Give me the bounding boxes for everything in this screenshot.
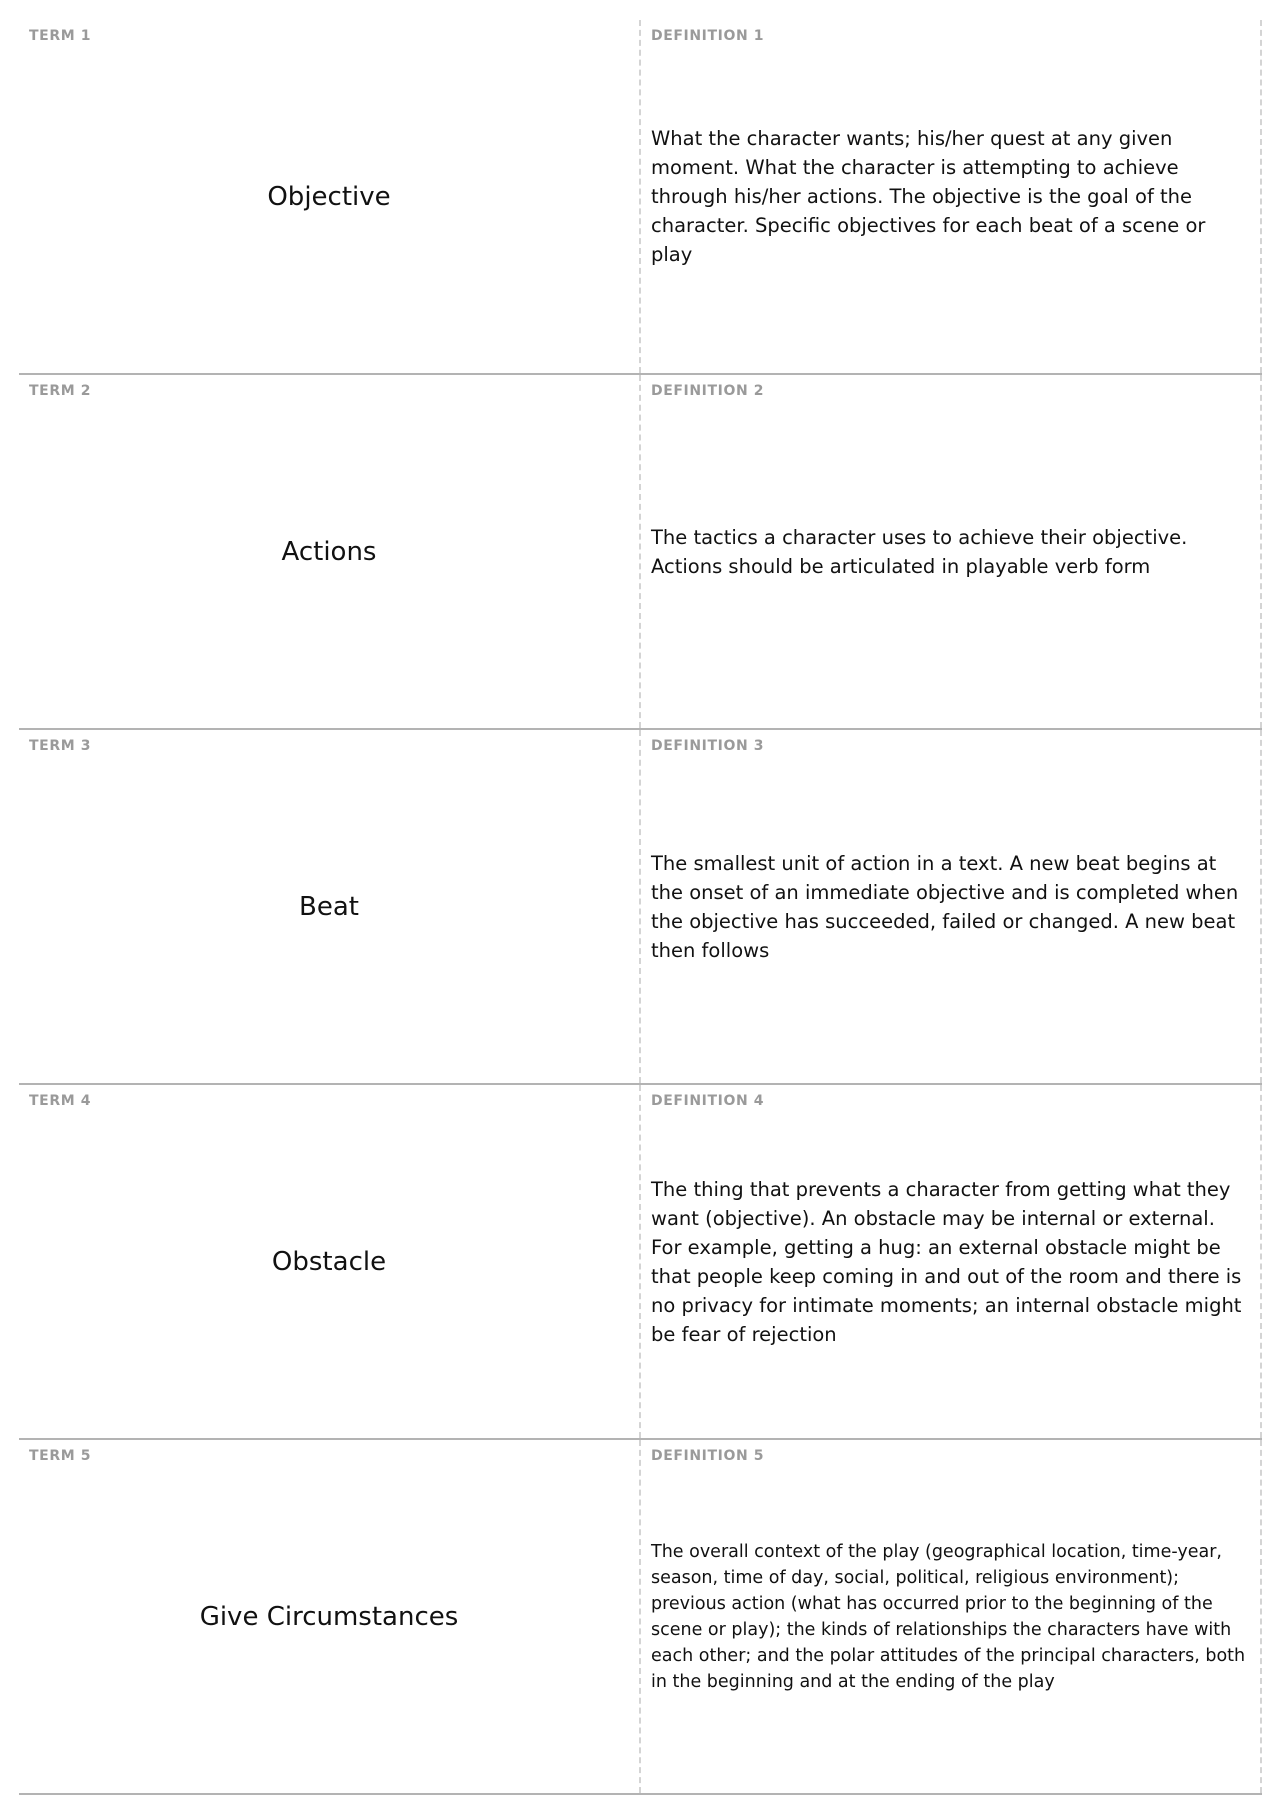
flashcard-row-5 bbox=[19, 1440, 1262, 1795]
definition-label: DEFINITION 1 bbox=[651, 28, 765, 44]
definition-text: What the character wants; his/her quest at any given moment. What the character is attempting to achieve through his/her actions. The objective is the goal of the character. Specific objectives for each beat of a scene or play bbox=[651, 127, 1206, 266]
definition-label: DEFINITION 4 bbox=[651, 1093, 765, 1109]
definition-cell-1[interactable] bbox=[641, 20, 1262, 373]
term-label: TERM 2 bbox=[29, 383, 92, 399]
definition-label: DEFINITION 2 bbox=[651, 383, 765, 399]
definition-wrapper bbox=[651, 375, 1250, 728]
definition-label: DEFINITION 5 bbox=[651, 1448, 765, 1464]
term-cell-5[interactable] bbox=[19, 1440, 641, 1793]
term-label: TERM 3 bbox=[29, 738, 92, 754]
term-cell-2[interactable] bbox=[19, 375, 641, 728]
definition-label: DEFINITION 3 bbox=[651, 738, 765, 754]
term-text: Objective bbox=[267, 181, 391, 212]
flashcard-row-1 bbox=[19, 20, 1262, 375]
definition-cell-3[interactable] bbox=[641, 730, 1262, 1083]
definition-text: The tactics a character uses to achieve their objective. Actions should be articulated in playable verb form bbox=[651, 525, 1188, 578]
flashcard-row-2 bbox=[19, 375, 1262, 730]
definition-cell-2[interactable] bbox=[641, 375, 1262, 728]
definition-wrapper bbox=[651, 730, 1250, 1083]
definition-cell-4[interactable] bbox=[641, 1085, 1262, 1438]
term-label: TERM 1 bbox=[29, 28, 92, 44]
term-text: Beat bbox=[299, 891, 359, 922]
definition-text: The smallest unit of action in a text. A new beat begins at the onset of an immediate objective and is completed when the objective has succeeded, failed or changed. A new beat then follows bbox=[651, 851, 1239, 962]
term-label: TERM 5 bbox=[29, 1448, 92, 1464]
definition-text: The overall context of the play (geographical location, time-year, season, time of day, social, political, religious environment); previous action (what has occurred prior to the beginning of the scene or play); the kinds of relationships the characters have with each other; and the polar attitudes of the principal characters, both in the beginning and at the ending of the play bbox=[651, 1541, 1246, 1692]
term-cell-3[interactable] bbox=[19, 730, 641, 1083]
definition-wrapper bbox=[651, 1085, 1250, 1438]
term-text: Actions bbox=[281, 536, 377, 567]
definition-wrapper bbox=[651, 20, 1250, 373]
flashcard-row-4 bbox=[19, 1085, 1262, 1440]
flashcard-sheet bbox=[19, 20, 1262, 1795]
term-label: TERM 4 bbox=[29, 1093, 92, 1109]
term-text: Obstacle bbox=[271, 1246, 387, 1277]
definition-text: The thing that prevents a character from getting what they want (objective). An obstacle may be internal or external. For example, getting a hug: an external obstacle might be that people keep coming in and out of the room and there is no privacy for intimate moments; an internal obstacle might be fear of rejection bbox=[651, 1177, 1242, 1346]
definition-cell-5[interactable] bbox=[641, 1440, 1262, 1793]
term-cell-4[interactable] bbox=[19, 1085, 641, 1438]
flashcard-row-3 bbox=[19, 730, 1262, 1085]
term-text: Give Circumstances bbox=[199, 1601, 459, 1632]
definition-wrapper bbox=[651, 1440, 1250, 1793]
term-cell-1[interactable] bbox=[19, 20, 641, 373]
